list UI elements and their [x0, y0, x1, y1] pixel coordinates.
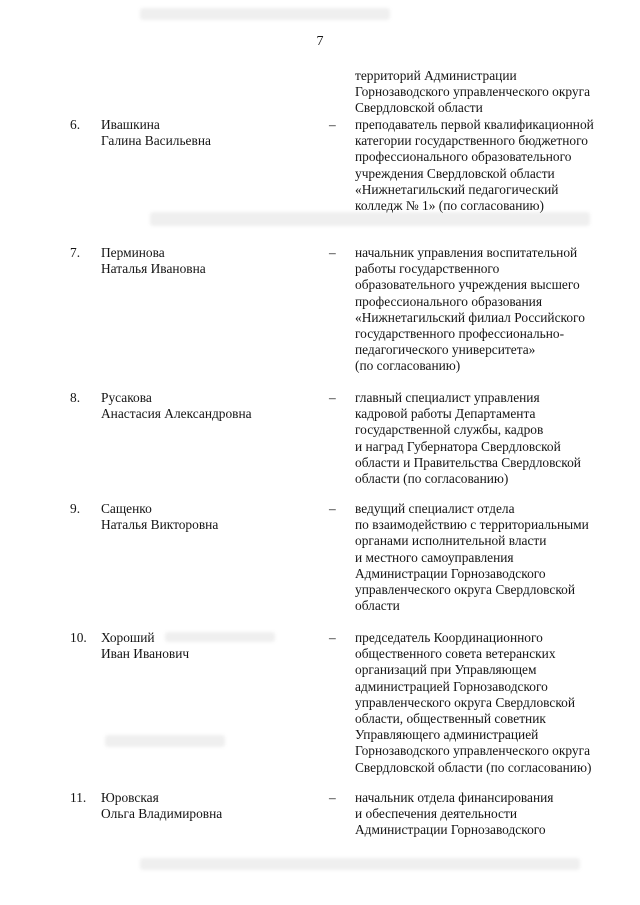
- position-line: организаций при Управляющем: [355, 662, 537, 678]
- member-given-name: Анастасия Александровна: [101, 406, 252, 422]
- position-line: Горнозаводского управленческого округа: [355, 743, 591, 759]
- member-position: [355, 117, 617, 214]
- position-line: работы государственного: [355, 261, 500, 277]
- entry-dash: –: [329, 501, 336, 516]
- member-surname: Перминова: [101, 245, 165, 260]
- position-line: образовательного учреждения высшего: [355, 277, 580, 293]
- position-line: ведущий специалист отдела: [355, 501, 515, 516]
- member-surname: Сащенко: [101, 501, 152, 516]
- position-line: и обеспечения деятельности: [355, 806, 518, 822]
- position-line: области, общественный советник: [355, 711, 546, 727]
- scan-smudge-lower: [105, 735, 225, 747]
- entry-number: 8.: [70, 390, 81, 405]
- page-number: 7: [316, 34, 324, 49]
- position-line: и наград Губернатора Свердловской: [355, 438, 561, 454]
- member-position: [355, 390, 617, 487]
- position-line: и местного самоуправления: [355, 549, 514, 565]
- position-line: профессионального образования: [355, 293, 542, 309]
- member-position: [355, 790, 617, 839]
- position-line: управленческого округа Свердловской: [355, 694, 576, 710]
- position-line: педагогического университета»: [355, 342, 536, 358]
- member-name: [101, 245, 206, 277]
- position-line: Управляющего администрацией: [355, 727, 539, 743]
- member-position: [355, 630, 617, 776]
- position-line: Администрации Горнозаводского: [355, 565, 546, 581]
- member-given-name: Наталья Ивановна: [101, 261, 206, 277]
- continuation-text: [355, 68, 617, 117]
- position-line: начальник управления воспитательной: [355, 245, 578, 260]
- entry-dash: –: [329, 630, 336, 645]
- position-line: главный специалист управления: [355, 390, 540, 405]
- scan-smudge-bottom: [140, 858, 580, 870]
- position-line: «Нижнетагильский педагогический: [355, 181, 559, 197]
- member-name: [101, 790, 222, 822]
- position-line: (по согласованию): [355, 358, 461, 374]
- member-name: [101, 117, 211, 149]
- position-line: кадровой работы Департамента: [355, 406, 536, 422]
- member-name: [101, 390, 252, 422]
- member-position: [355, 501, 617, 614]
- entry-number: 11.: [70, 790, 87, 805]
- member-given-name: Галина Васильевна: [101, 133, 211, 149]
- continuation-line: Горнозаводского управленческого округа: [355, 84, 591, 100]
- continuation-line: территорий Администрации: [355, 68, 517, 83]
- member-surname: Юровская: [101, 790, 159, 805]
- position-line: области и Правительства Свердловской: [355, 454, 581, 470]
- position-line: области (по согласованию): [355, 471, 509, 487]
- continuation-line: Свердловской области: [355, 100, 483, 116]
- entry-number: 10.: [70, 630, 87, 645]
- entry-number: 6.: [70, 117, 81, 132]
- entry-dash: –: [329, 390, 336, 405]
- member-name: [101, 501, 218, 533]
- position-line: государственного профессионально-: [355, 326, 565, 342]
- position-line: учреждения Свердловской области: [355, 165, 555, 181]
- entry-dash: –: [329, 245, 336, 260]
- position-line: категории государственного бюджетного: [355, 133, 588, 149]
- position-line: управленческого округа Свердловской: [355, 582, 576, 598]
- member-surname: Русакова: [101, 390, 152, 405]
- position-line: по взаимодействию с территориальными: [355, 517, 589, 533]
- position-line: колледж № 1» (по согласованию): [355, 198, 545, 214]
- position-line: «Нижнетагильский филиал Российского: [355, 309, 585, 325]
- member-given-name: Наталья Викторовна: [101, 517, 219, 533]
- position-line: общественного совета ветеранских: [355, 646, 556, 662]
- position-line: преподаватель первой квалификационной: [355, 117, 594, 132]
- position-line: начальник отдела финансирования: [355, 790, 554, 805]
- position-line: государственной службы, кадров: [355, 422, 544, 438]
- position-line: профессионального образовательного: [355, 149, 572, 165]
- entry-number: 9.: [70, 501, 81, 516]
- scan-smudge-top: [140, 8, 390, 20]
- position-line: области: [355, 598, 400, 614]
- member-name: [101, 630, 189, 662]
- position-line: органами исполнительной власти: [355, 533, 547, 549]
- position-line: Администрации Горнозаводского: [355, 822, 546, 838]
- position-line: администрацией Горнозаводского: [355, 678, 548, 694]
- member-surname: Хороший: [101, 630, 155, 645]
- position-line: председатель Координационного: [355, 630, 543, 645]
- entry-dash: –: [329, 117, 336, 132]
- position-line: Свердловской области (по согласованию): [355, 759, 592, 775]
- entry-number: 7.: [70, 245, 81, 260]
- member-surname: Ивашкина: [101, 117, 160, 132]
- member-position: [355, 245, 617, 375]
- entry-dash: –: [329, 790, 336, 805]
- member-given-name: Ольга Владимировна: [101, 806, 223, 822]
- member-given-name: Иван Иванович: [101, 646, 190, 662]
